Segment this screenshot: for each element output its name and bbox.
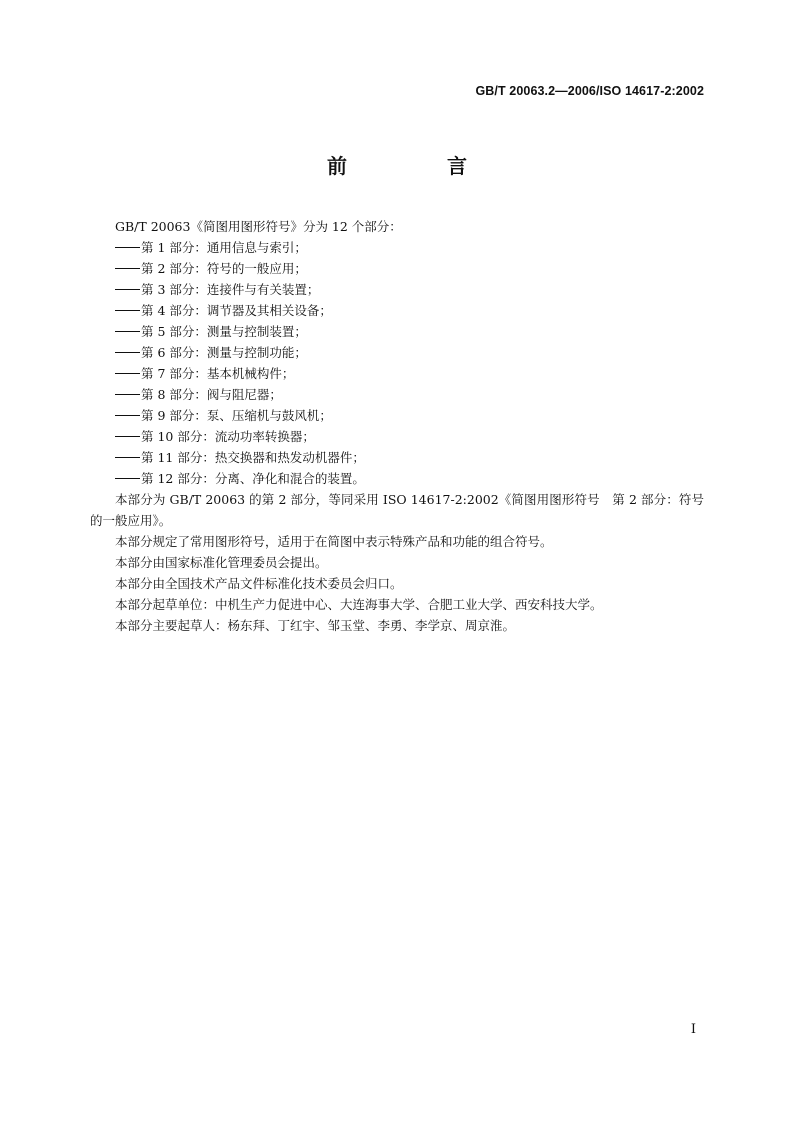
- part-list-item-text: 第 7 部分：基本机械构件；: [141, 366, 295, 381]
- standard-code-header: GB/T 20063.2—2006/ISO 14617-2:2002: [475, 84, 704, 98]
- em-dash: [115, 373, 140, 375]
- part-list-item: [90, 405, 704, 426]
- part-list-item-text: 第 1 部分：通用信息与索引；: [141, 240, 307, 255]
- part-list-item: [90, 279, 704, 300]
- part-list-item: [90, 321, 704, 342]
- em-dash: [115, 268, 140, 270]
- em-dash: [115, 394, 140, 396]
- part-list-item: [90, 258, 704, 279]
- scope-paragraph: 本部分规定了常用图形符号，适用于在简图中表示特殊产品和功能的组合符号。: [115, 534, 553, 549]
- part-list-item-text: 第 10 部分：流动功率转换器；: [141, 429, 315, 444]
- em-dash: [115, 289, 140, 291]
- part-list-item-text: 第 6 部分：测量与控制功能；: [141, 345, 307, 360]
- part-list-item: [90, 363, 704, 384]
- adoption-paragraph: 本部分为 GB/T 20063 的第 2 部分，等同采用 ISO 14617-2:2002《简图用图形符号 第 2 部分：符号的一般应用》。: [90, 492, 704, 528]
- em-dash: [115, 352, 140, 354]
- em-dash: [115, 415, 140, 417]
- part-list-item: [90, 447, 704, 468]
- part-list-item: [90, 426, 704, 447]
- part-list-item: [90, 468, 704, 489]
- part-list-item-text: 第 2 部分：符号的一般应用；: [141, 261, 307, 276]
- part-list-item-text: 第 8 部分：阀与阻尼器；: [141, 387, 282, 402]
- part-list-item: [90, 384, 704, 405]
- part-list-item-text: 第 3 部分：连接件与有关装置；: [141, 282, 320, 297]
- administrator-paragraph: 本部分由全国技术产品文件标准化技术委员会归口。: [115, 576, 403, 591]
- drafters-paragraph: 本部分主要起草人：杨东拜、丁红宇、邹玉堂、李勇、李学京、周京淮。: [115, 618, 516, 633]
- foreword-body: [90, 216, 704, 636]
- part-list-item-text: 第 4 部分：调节器及其相关设备；: [141, 303, 332, 318]
- part-list-item: [90, 342, 704, 363]
- part-list-item: [90, 237, 704, 258]
- part-list-item-text: 第 5 部分：测量与控制装置；: [141, 324, 307, 339]
- part-list-item-text: 第 11 部分：热交换器和热发动机器件；: [141, 450, 365, 465]
- part-list-item: [90, 300, 704, 321]
- proposer-paragraph: 本部分由国家标准化管理委员会提出。: [115, 555, 328, 570]
- em-dash: [115, 436, 140, 438]
- em-dash: [115, 457, 140, 459]
- intro-paragraph: GB/T 20063《简图用图形符号》分为 12 个部分：: [115, 219, 402, 234]
- drafting-units-paragraph: 本部分起草单位：中机生产力促进中心、大连海事大学、合肥工业大学、西安科技大学。: [115, 597, 603, 612]
- em-dash: [115, 331, 140, 333]
- page-title: 前 言: [327, 154, 507, 178]
- part-list-item-text: 第 12 部分：分离、净化和混合的装置。: [141, 471, 365, 486]
- page-number: I: [690, 1022, 696, 1037]
- em-dash: [115, 310, 140, 312]
- em-dash: [115, 247, 140, 249]
- em-dash: [115, 478, 140, 480]
- part-list-item-text: 第 9 部分：泵、压缩机与鼓风机；: [141, 408, 332, 423]
